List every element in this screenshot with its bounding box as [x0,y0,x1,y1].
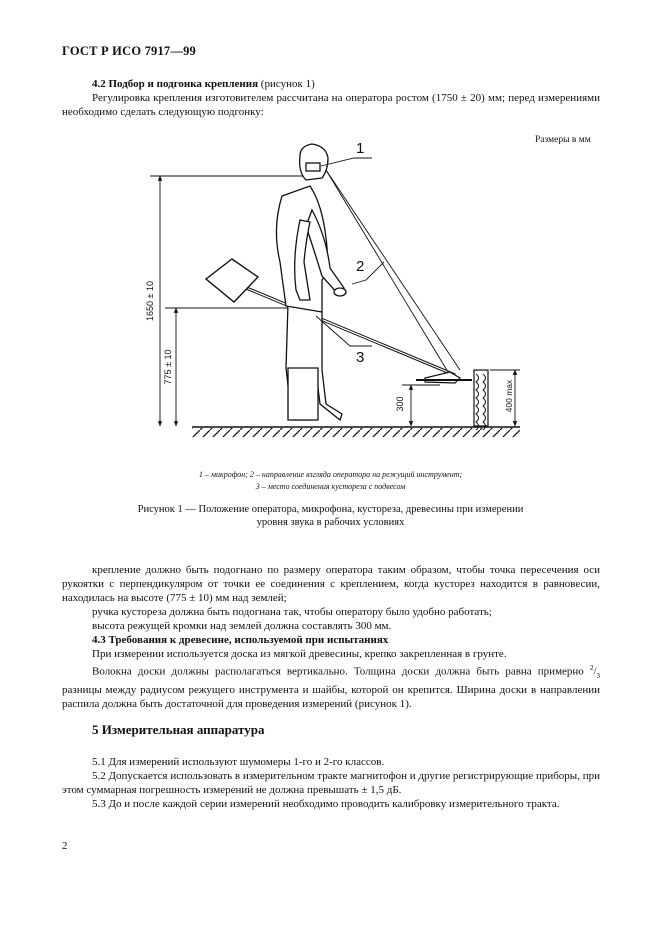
section-5-1: 5.1 Для измерений используют шумомеры 1-го и 2-го классов. [92,756,385,768]
figure-units: Размеры в мм [535,135,591,145]
ground [192,427,520,437]
section-4-2-para: Регулировка крепления изготовителем рассчитана на оператора ростом (1750 ± 20) мм; перед измерениями необходимо сделать следующую подгонку: [62,92,600,118]
section-4-3-para-2-start: Волокна доски должны располагаться вертикально. Толщина доски должна быть равна примерно [92,665,590,678]
figure-legend-line-2: 3 – место соединения кустореза с подвесом [255,482,406,491]
fraction-numerator: 2 [589,664,594,672]
figure-legend-line-1: 1 – микрофон; 2 – направление взгляда оператора на режущий инструмент; [198,470,463,479]
section-4-3-para-1: При измерении используется доска из мягкой древесины, крепко закрепленная в грунте. [92,648,507,660]
label-cut-300: 300 [395,396,405,412]
callout-2: 2 [356,258,365,275]
section-5-3: 5.3 До и после каждой серии измерений необходимо проводить калибровку измерительного тракта. [92,798,560,810]
section-4-3-title: 4.3 Требования к древесине, используемой при испытаниях [92,634,389,646]
paragraph-handle: ручка кустореза должна быть подогнана так, чтобы оператору было удобно работать; [92,606,492,618]
wood-board [474,370,488,430]
figure-caption-line-1: Рисунок 1 — Положение оператора, микрофона, кустореза, древесины при измерении [137,504,524,515]
section-4-2-ref: (рисунок 1) [258,78,315,90]
line-of-sight [326,170,460,372]
callout-3: 3 [356,349,365,366]
paragraph-cut-height: высота режущей кромки над землей должна составлять 300 мм. [92,620,392,632]
document-header: ГОСТ Р ИСО 7917—99 [62,44,196,58]
paragraph-attachment: крепление должно быть подогнано по размеру оператора таким образом, чтобы точка пересечения оси рукоятки с перпендикуляром от точки ее соединения с креплением, когда кусторез находится в равновесии, находилась на высоте (775 ± 10) мм над землей; [62,564,600,604]
brush-cutter [206,259,472,383]
label-400-max: 400 max [504,379,514,413]
section-4-2-title: 4.2 Подбор и подгонка крепления [92,78,259,90]
section-5-2: 5.2 Допускается использовать в измерительном тракте магнитофон и другие регистрирующие приборы, при этом суммарная погрешность измерений не должна превышать ± 1,5 дБ. [62,770,600,796]
section-4-3-para-2: Волокна доски должны располагаться вертикально. Толщина доски должна быть равна примерно $^2/_3$ разницы между радиусом режущего инструмента и шайбы, которой он крепится. Ширина доски в направлении распила должна быть достаточной для проведения измерений (рисунок 1). [62,664,600,710]
section-4-3-para-2-end: разницы между радиусом режущего инструмента и шайбы, которой он крепится. Ширина доски в направлении распила должна быть достаточной для проведения измерений (рисунок 1). [62,683,600,710]
dimension-cut-height [402,385,440,426]
page-number: 2 [62,840,68,852]
callout-1: 1 [356,140,365,157]
figure-caption-line-2: уровня звука в рабочих условиях [256,517,405,528]
label-height-775: 775 ± 10 [163,349,173,385]
label-height-1650: 1650 ± 10 [145,281,155,321]
section-5-title: 5 Измерительная аппаратура [92,722,265,737]
fraction-denominator: 3 [596,671,600,680]
